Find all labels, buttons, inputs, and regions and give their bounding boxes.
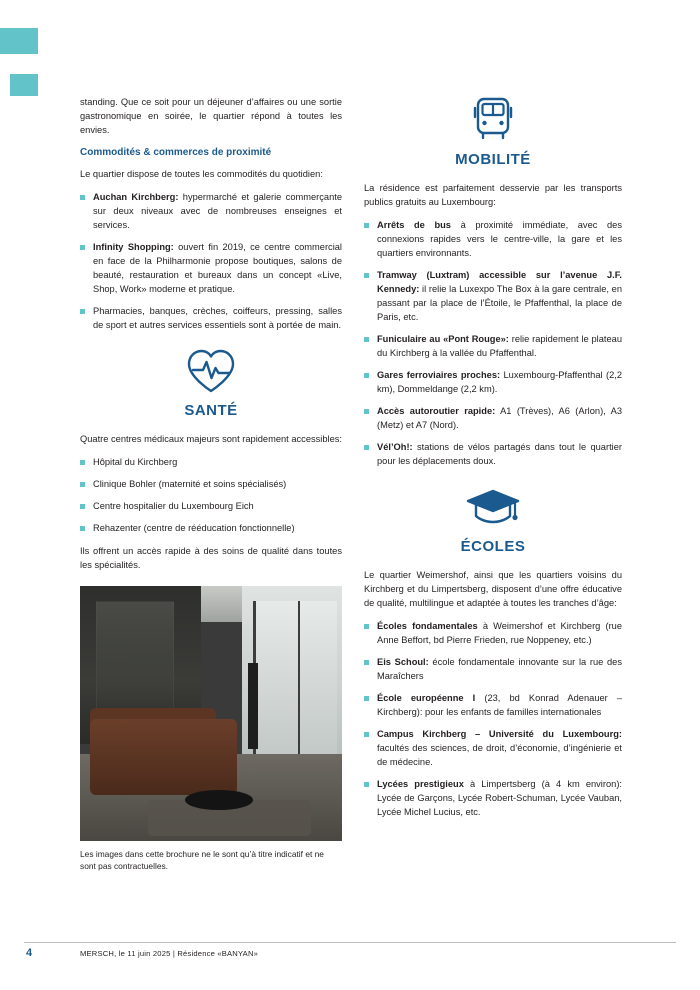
list-item xyxy=(364,404,622,432)
list-item xyxy=(364,218,622,260)
ecoles-section-header xyxy=(364,482,622,556)
graduation-cap-icon xyxy=(364,482,622,532)
ecoles-list xyxy=(364,619,622,819)
list-item-bold: Tramway (Luxtram) accessible sur l’avenue J.F. Kennedy: xyxy=(377,270,622,294)
list-item-text: A1 (Trèves), A6 (Arlon), A3 (Metz) et A7 (Nord). xyxy=(377,406,623,430)
sante-list xyxy=(80,455,342,535)
mobilite-title: MOBILITÉ xyxy=(455,151,531,168)
decorative-mark-second xyxy=(10,74,38,96)
list-item-text: Rehazenter (centre de rééducation fonctionnelle) xyxy=(93,523,295,533)
mobilite-intro: La résidence est parfaitement desservie par les transports publics gratuits au Luxembourg: xyxy=(364,183,622,207)
list-item xyxy=(364,619,622,647)
list-item xyxy=(80,477,342,491)
list-item-bold: Vél’Oh!: xyxy=(377,442,413,452)
left-column xyxy=(80,95,342,872)
list-item-bold: Funiculaire au «Pont Rouge»: xyxy=(377,334,509,344)
list-item-text: Luxembourg-Pfaffenthal (2,2 km), Dommeldange (2,2 km). xyxy=(377,370,622,394)
list-item xyxy=(364,727,622,769)
interior-photo xyxy=(80,586,342,841)
decorative-mark-top xyxy=(0,28,38,54)
list-item-bold: Campus Kirchberg – Université du Luxembourg: xyxy=(377,729,622,739)
list-item-text: ouvert fin 2019, ce centre commercial en face de la Philharmonie propose boutiques, salons de beauté, restauration et bureaux dans un concept «Live, Shop, Work» moderne et pratique. xyxy=(93,242,342,294)
footer-meta: MERSCH, le 11 juin 2025 | Résidence «BANYAN» xyxy=(80,949,259,958)
list-item xyxy=(80,304,342,332)
list-item xyxy=(364,777,622,819)
list-item-text: école fondamentale innovante sur la rue des Maraîchers xyxy=(377,657,623,681)
list-item xyxy=(364,655,622,683)
right-column xyxy=(364,95,622,872)
list-item-text: (23, bd Konrad Adenauer – Kirchberg): pour les enfants de familles internationales xyxy=(377,693,623,717)
list-item-bold: Infinity Shopping: xyxy=(93,242,174,252)
mobilite-section-header xyxy=(364,95,622,169)
page-footer xyxy=(0,942,700,964)
mobilite-list xyxy=(364,218,622,468)
heart-pulse-icon xyxy=(80,346,342,396)
list-item-bold: Gares ferroviaires proches: xyxy=(377,370,501,380)
list-item-text: relie rapidement le plateau du Kirchberg à la vallée du Pfaffenthal. xyxy=(377,334,622,358)
list-item xyxy=(80,240,342,296)
list-item-text: Hôpital du Kirchberg xyxy=(93,457,178,467)
sante-intro: Quatre centres médicaux majeurs sont rapidement accessibles: xyxy=(80,434,342,444)
list-item xyxy=(80,521,342,535)
list-item xyxy=(80,499,342,513)
intro-paragraph: standing. Que ce soit pour un déjeuner d’affaires ou une sortie gastronomique en soirée, le quartier répond à toutes les envies. xyxy=(80,97,342,135)
list-item xyxy=(364,332,622,360)
list-item-bold: Eis Schoul: xyxy=(377,657,429,667)
list-item-text: Centre hospitalier du Luxembourg Eich xyxy=(93,501,254,511)
image-caption: Les images dans cette brochure ne le sont qu’à titre indicatif et ne sont pas contractuelles. xyxy=(80,849,324,871)
sante-section-header xyxy=(80,346,342,420)
commodities-list xyxy=(80,190,342,332)
list-item-text: à proximité immédiate, avec des connexions rapides vers le centre-ville, la gare et les quartiers environnants. xyxy=(377,220,622,258)
footer-divider xyxy=(24,942,676,943)
ecoles-intro: Le quartier Weimershof, ainsi que les quartiers voisins du Kirchberg et du Limpertsberg, disposent d’une offre éducative de qualité, multilingue et adaptée à toutes les tranches d’âge: xyxy=(364,570,622,608)
list-item xyxy=(364,368,622,396)
list-item-text: Pharmacies, banques, crèches, coiffeurs, pressing, salles de sport et autres services essentiels sont à portée de main. xyxy=(93,306,342,330)
list-item xyxy=(80,455,342,469)
list-item-text: Clinique Bohler (maternité et soins spécialisés) xyxy=(93,479,287,489)
list-item-text: facultés des sciences, de droit, d’économie, d’ingénierie et de médecine. xyxy=(377,743,622,767)
sante-outro: Ils offrent un accès rapide à des soins de qualité dans toutes les spécialités. xyxy=(80,546,342,570)
list-item xyxy=(364,691,622,719)
list-item xyxy=(80,190,342,232)
list-item-text: stations de vélos partagés dans tout le quartier pour les déplacements doux. xyxy=(377,442,622,466)
list-item-text: hypermarché et galerie commerçante sur deux niveaux avec de nombreuses enseignes et services. xyxy=(93,192,342,230)
list-item-bold: École européenne I xyxy=(377,693,476,703)
commodities-intro: Le quartier dispose de toutes les commodités du quotidien: xyxy=(80,169,323,179)
list-item-text: à Limpertsberg (à 4 km environ): Lycée de Garçons, Lycée Robert-Schuman, Lycée Vauban, Lycée Michel Lucius, etc. xyxy=(377,779,622,817)
sante-title: SANTÉ xyxy=(184,402,238,419)
list-item-bold: Auchan Kirchberg: xyxy=(93,192,179,202)
list-item-bold: Accès autoroutier rapide: xyxy=(377,406,496,416)
page-number: 4 xyxy=(26,947,33,959)
list-item xyxy=(364,440,622,468)
ecoles-title: ÉCOLES xyxy=(460,538,526,555)
list-item-text: à Weimershof et Kirchberg (rue Anne Beffort, bd Pierre Frieden, rue Noppeney, etc.) xyxy=(377,621,623,645)
list-item xyxy=(364,268,622,324)
bus-icon xyxy=(364,95,622,145)
commodities-heading: Commodités & commerces de proximité xyxy=(80,147,272,158)
list-item-bold: Arrêts de bus xyxy=(377,220,451,230)
list-item-bold: Lycées prestigieux xyxy=(377,779,464,789)
content-columns xyxy=(80,95,625,872)
list-item-text: il relie la Luxexpo The Box à la gare centrale, en passant par la place de l’Étoile, le Pfaffenthal, la place de Paris, etc. xyxy=(377,284,622,322)
list-item-bold: Écoles fondamentales xyxy=(377,621,478,631)
